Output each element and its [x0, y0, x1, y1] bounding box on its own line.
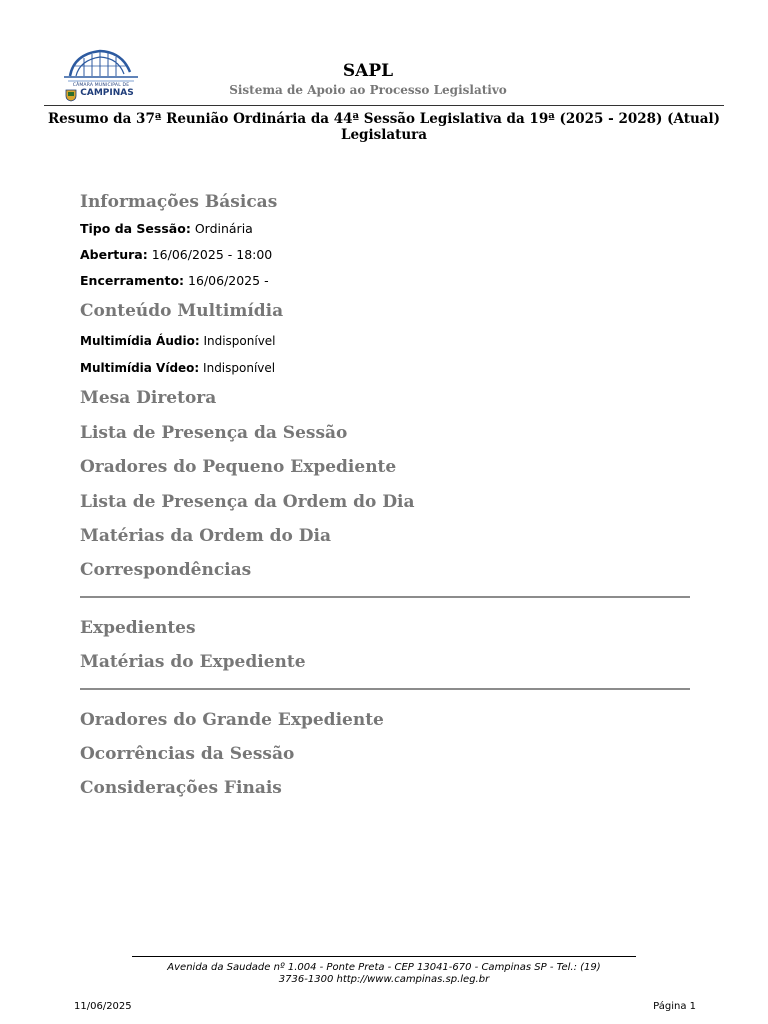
field-multimidia-audio	[80, 328, 690, 355]
section-heading-materias-ordem-dia: Matérias da Ordem do Dia	[80, 525, 331, 546]
app-title: SAPL	[342, 61, 394, 81]
section-heading-conteudo-multimidia: Conteúdo Multimídia	[80, 301, 284, 321]
section-heading-oradores-grande-expediente: Oradores do Grande Expediente	[80, 709, 384, 730]
page-number: Página 1	[653, 1001, 696, 1012]
section-heading-materias-expediente: Matérias do Expediente	[80, 652, 306, 673]
field-tipo-sessao	[80, 216, 690, 242]
section-heading-lista-presenca-ordem-dia: Lista de Presença da Ordem do Dia	[80, 491, 415, 512]
footer-address	[132, 962, 636, 986]
footer-address-line1: Avenida da Saudade nº 1.004 - Ponte Preta - CEP 13041-670 - Campinas SP - Tel.: (19)	[167, 962, 601, 973]
section-divider	[80, 688, 690, 690]
section-heading-oradores-pequeno-expediente: Oradores do Pequeno Expediente	[80, 457, 397, 478]
field-value: 16/06/2025 -	[188, 273, 269, 288]
section-heading-mesa-diretora: Mesa Diretora	[80, 388, 217, 409]
app-subtitle: Sistema de Apoio ao Processo Legislativo	[229, 83, 507, 97]
section-heading-consideracoes-finais: Considerações Finais	[80, 778, 282, 799]
field-label: Multimídia Áudio:	[80, 334, 200, 349]
logo-big-text: CAMPINAS	[80, 88, 134, 98]
field-label: Tipo da Sessão:	[80, 221, 191, 236]
field-label: Multimídia Vídeo:	[80, 360, 200, 375]
session-summary	[80, 189, 690, 806]
section-heading-informacoes-basicas: Informações Básicas	[80, 192, 278, 212]
field-label: Encerramento:	[80, 273, 185, 288]
section-heading-correspondencias: Correspondências	[80, 560, 252, 581]
field-abertura	[80, 242, 690, 268]
logo-small-text: CÂMARA MUNICIPAL DE	[72, 83, 130, 88]
field-value: Indisponível	[203, 334, 276, 349]
field-encerramento	[80, 268, 690, 294]
section-heading-expedientes: Expedientes	[80, 617, 196, 638]
footer-divider	[132, 956, 636, 957]
section-heading-lista-presenca-sessao: Lista de Presença da Sessão	[80, 422, 348, 443]
document-title: Resumo da 37ª Reunião Ordinária da 44ª Sessão Legislativa da 19ª (2025 - 2028) (Atual) Legislatura	[47, 111, 721, 143]
header-divider	[44, 105, 724, 106]
field-value: Ordinária	[194, 221, 253, 236]
section-divider	[80, 596, 690, 598]
field-value: 16/06/2025 - 18:00	[151, 247, 273, 262]
field-value: Indisponível	[203, 360, 276, 375]
field-multimidia-video	[80, 355, 690, 382]
section-heading-ocorrencias-sessao: Ocorrências da Sessão	[80, 743, 295, 764]
footer-date: 11/06/2025	[74, 1001, 132, 1012]
field-label: Abertura:	[80, 247, 148, 262]
footer-address-line2: 3736-1300 http://www.campinas.sp.leg.br	[278, 974, 490, 985]
